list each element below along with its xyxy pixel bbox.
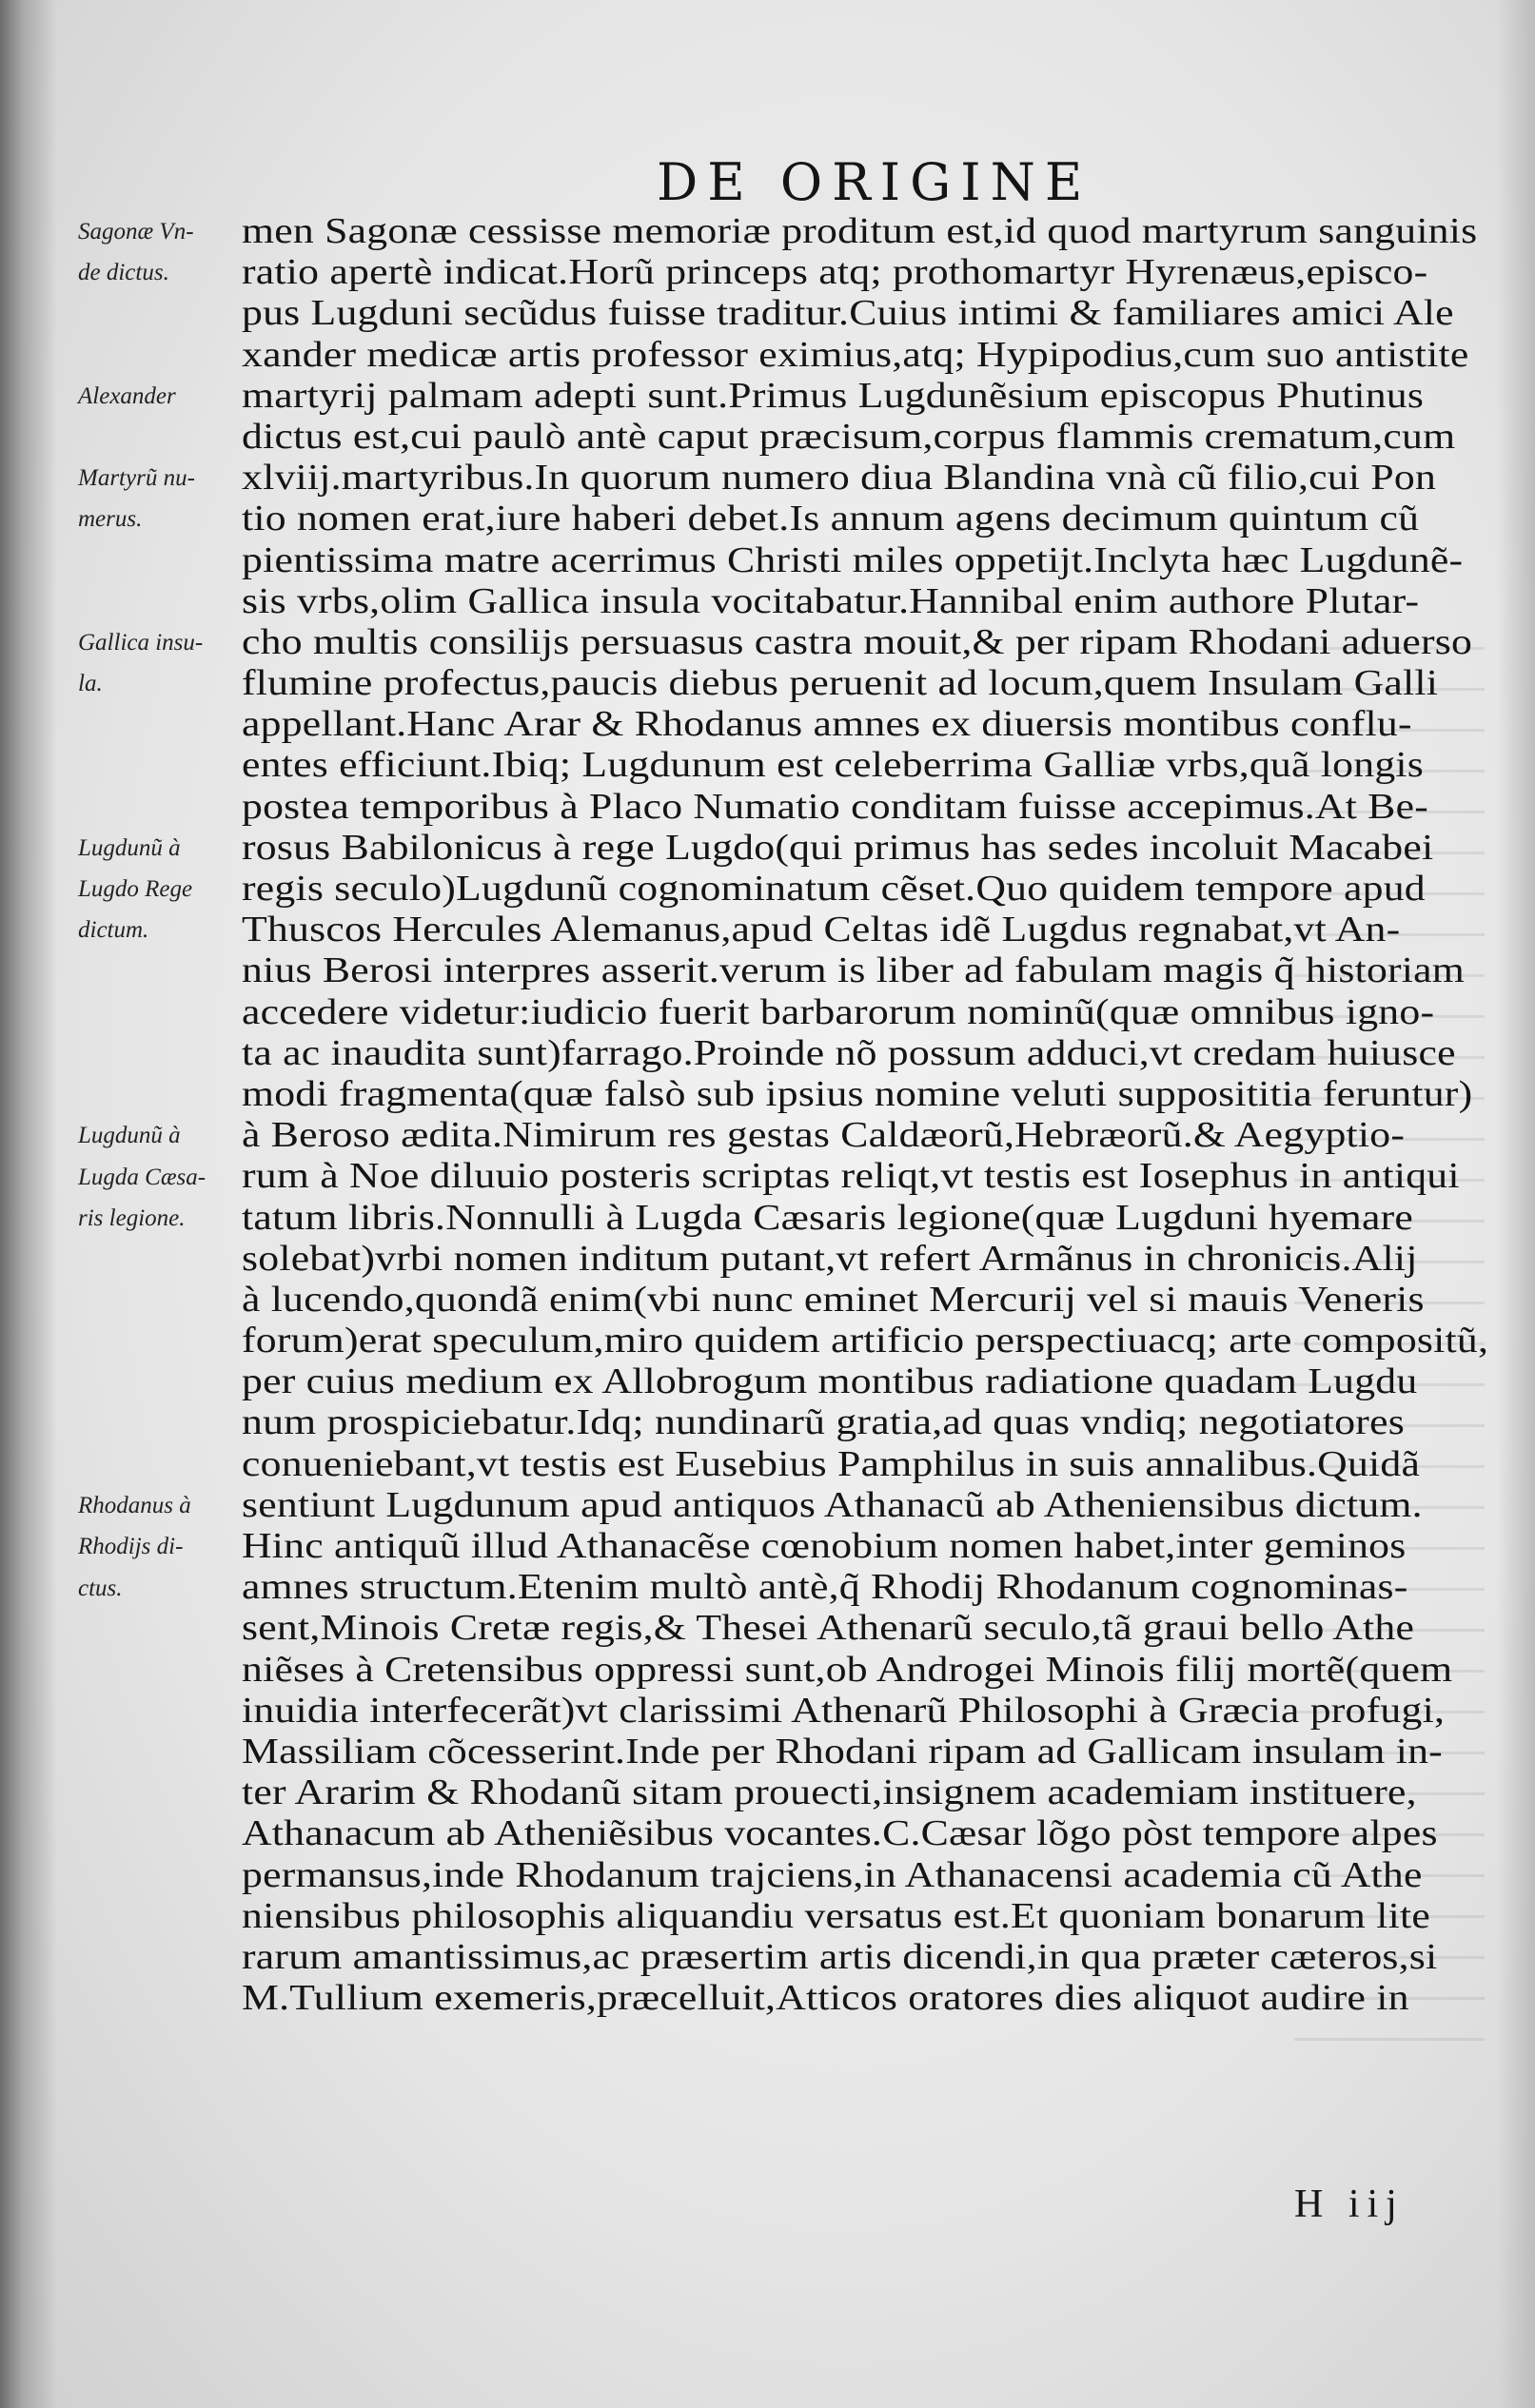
text-line: rarum amantissimus,ac præsertim artis dicendi,in qua præter cæteros,si xyxy=(242,1936,1438,1977)
text-line: dictus est,cui paulò antè caput præcisum,corpus flammis crematum,cum xyxy=(242,416,1456,457)
text-line: à Beroso ædita.Nimirum res gestas Caldæorũ,Hebræorũ.& Aegyptio- xyxy=(242,1115,1406,1156)
margin-note: Sagonæ Vn- xyxy=(78,219,194,245)
text-line: entes efficiunt.Ibiq; Lugdunum est celeberrima Galliæ vrbs,quã longis xyxy=(242,745,1425,786)
text-line: sentiunt Lugdunum apud antiquos Athanacũ ab Atheniensibus dictum. xyxy=(242,1484,1423,1525)
margin-note: Lugdo Rege xyxy=(78,876,193,903)
text-line: Athanacum ab Atheniẽsibus vocantes.C.Cæsar lõgo pòst tempore alpes xyxy=(242,1813,1438,1854)
margin-note: Lugda Cæsa- xyxy=(78,1164,207,1190)
text-line: solebat)vrbi nomen inditum putant,vt refert Armãnus in chronicis.Alij xyxy=(242,1238,1418,1279)
margin-note: Alexander xyxy=(78,382,176,409)
text-line: ratio apertè indicat.Horũ princeps atq; prothomartyr Hyrenæus,episco- xyxy=(242,252,1428,293)
text-line: Thuscos Hercules Alemanus,apud Celtas idẽ Lugdus regnabat,vt An- xyxy=(242,910,1401,950)
text-line: rum à Noe diluuio posteris scriptas reliqt,vt testis est Iosephus in antiqui xyxy=(242,1156,1460,1197)
text-line: niẽses à Cretensibus oppressi sunt,ob Androgei Minois filij mortẽ(quem xyxy=(242,1649,1453,1690)
text-line: per cuius medium ex Allobrogum montibus radiatione quadam Lugdu xyxy=(242,1361,1418,1402)
text-line: à lucendo,quondã enim(vbi nunc eminet Mercurij vel si mauis Veneris xyxy=(242,1279,1425,1320)
text-line: ter Ararim & Rhodanũ sitam prouecti,insignem academiam instituere, xyxy=(242,1772,1417,1813)
text-line: modi fragmenta(quæ falsò sub ipsius nomine veluti supposititia feruntur) xyxy=(242,1073,1473,1114)
text-line: num prospiciebatur.Idq; nundinarũ gratia,ad quas vndiq; negotiatores xyxy=(242,1402,1405,1443)
binding-shadow xyxy=(0,0,57,2408)
text-line: pientissima matre acerrimus Christi miles oppetijt.Inclyta hæc Lugdunẽ- xyxy=(242,539,1464,580)
text-line: regis seculo)Lugdunũ cognominatum cẽset.Quo quidem tempore apud xyxy=(242,869,1426,909)
margin-note: de dictus. xyxy=(78,260,169,286)
margin-note: Lugdunũ à xyxy=(78,835,181,861)
page-edge-shadow xyxy=(1497,0,1535,2408)
text-line: nius Berosi interpres asserit.verum is liber ad fabulam magis q̃ historiam xyxy=(242,950,1466,991)
text-line: postea temporibus à Placo Numatio conditam fuisse accepimus.At Be- xyxy=(242,786,1428,827)
text-line: inuidia interfecerãt)vt clarissimi Athenarũ Philosophi à Græcia profugi, xyxy=(242,1690,1446,1731)
signature-mark: H iij xyxy=(1294,2183,1405,2226)
text-line: sent,Minois Cretæ regis,& Thesei Athenarũ seculo,tã graui bello Athe xyxy=(242,1608,1415,1649)
margin-note: Rhodijs di- xyxy=(78,1534,184,1560)
text-line: pus Lugduni secũdus fuisse traditur.Cuius intimi & familiares amici Ale xyxy=(242,293,1454,334)
margin-note: Gallica insu- xyxy=(78,630,204,656)
text-line: accedere videtur:iudicio fuerit barbarorum nominũ(quæ omnibus igno- xyxy=(242,991,1435,1032)
text-line: Massiliam cõcesserint.Inde per Rhodani ripam ad Gallicam insulam in- xyxy=(242,1731,1443,1772)
text-line: Hinc antiquũ illud Athanacẽse cœnobium nomen habet,inter geminos xyxy=(242,1526,1407,1566)
text-line: flumine profectus,paucis diebus peruenit ad locum,quem Insulam Galli xyxy=(242,663,1439,704)
margin-note: dictum. xyxy=(78,917,149,944)
text-line: niensibus philosophis aliquandiu versatus est.Et quoniam bonarum lite xyxy=(242,1895,1431,1936)
text-line: permansus,inde Rhodanum trajciens,in Athanacensi academia cũ Athe xyxy=(242,1854,1423,1895)
text-line: conueniebant,vt testis est Eusebius Pamphilus in suis annalibus.Quidã xyxy=(242,1443,1421,1484)
text-line: amnes structum.Etenim multò antè,q̃ Rhodij Rhodanum cognominas- xyxy=(242,1567,1408,1608)
margin-note: ris legione. xyxy=(78,1204,186,1231)
text-line: xander medicæ artis professor eximius,atq; Hypipodius,cum suo antistite xyxy=(242,334,1469,375)
text-line: appellant.Hanc Arar & Rhodanus amnes ex diuersis montibus conflu- xyxy=(242,704,1412,745)
text-line: rosus Babilonicus à rege Lugdo(qui primus has sedes incoluit Macabei xyxy=(242,827,1434,868)
margin-note: ctus. xyxy=(78,1575,123,1601)
text-line: tio nomen erat,iure haberi debet.Is annum agens decimum quintum cũ xyxy=(242,499,1420,539)
margin-note: Martyrũ nu- xyxy=(78,465,195,492)
text-line: men Sagonæ cessisse memoriæ proditum est,id quod martyrum sanguinis xyxy=(242,211,1478,251)
margin-note: merus. xyxy=(78,506,143,533)
running-head: DE ORIGINE xyxy=(657,152,1092,212)
text-line: M.Tullium exemeris,præcelluit,Atticos oratores dies aliquot audire in xyxy=(242,1978,1409,2019)
text-line: sis vrbs,olim Gallica insula vocitabatur.Hannibal enim authore Plutar- xyxy=(242,580,1420,621)
text-line: ta ac inaudita sunt)farrago.Proinde nõ possum adduci,vt credam huiusce xyxy=(242,1032,1456,1073)
margin-note: Lugdunũ à xyxy=(78,1123,181,1149)
text-line: cho multis consilijs persuasus castra mouit,& per ripam Rhodani aduerso xyxy=(242,621,1473,662)
text-line: martyrij palmam adepti sunt.Primus Lugdunẽsium episcopus Phutinus xyxy=(242,375,1425,416)
margin-note: la. xyxy=(78,671,103,697)
body-text xyxy=(242,211,1488,2019)
text-line: tatum libris.Nonnulli à Lugda Cæsaris legione(quæ Lugduni hyemare xyxy=(242,1197,1414,1238)
margin-note: Rhodanus à xyxy=(78,1493,191,1519)
text-line: xlviij.martyribus.In quorum numero diua Blandina vnà cũ filio,cui Pon xyxy=(242,458,1437,499)
text-line: forum)erat speculum,miro quidem artificio perspectiuacq; arte compositũ, xyxy=(242,1321,1489,1361)
